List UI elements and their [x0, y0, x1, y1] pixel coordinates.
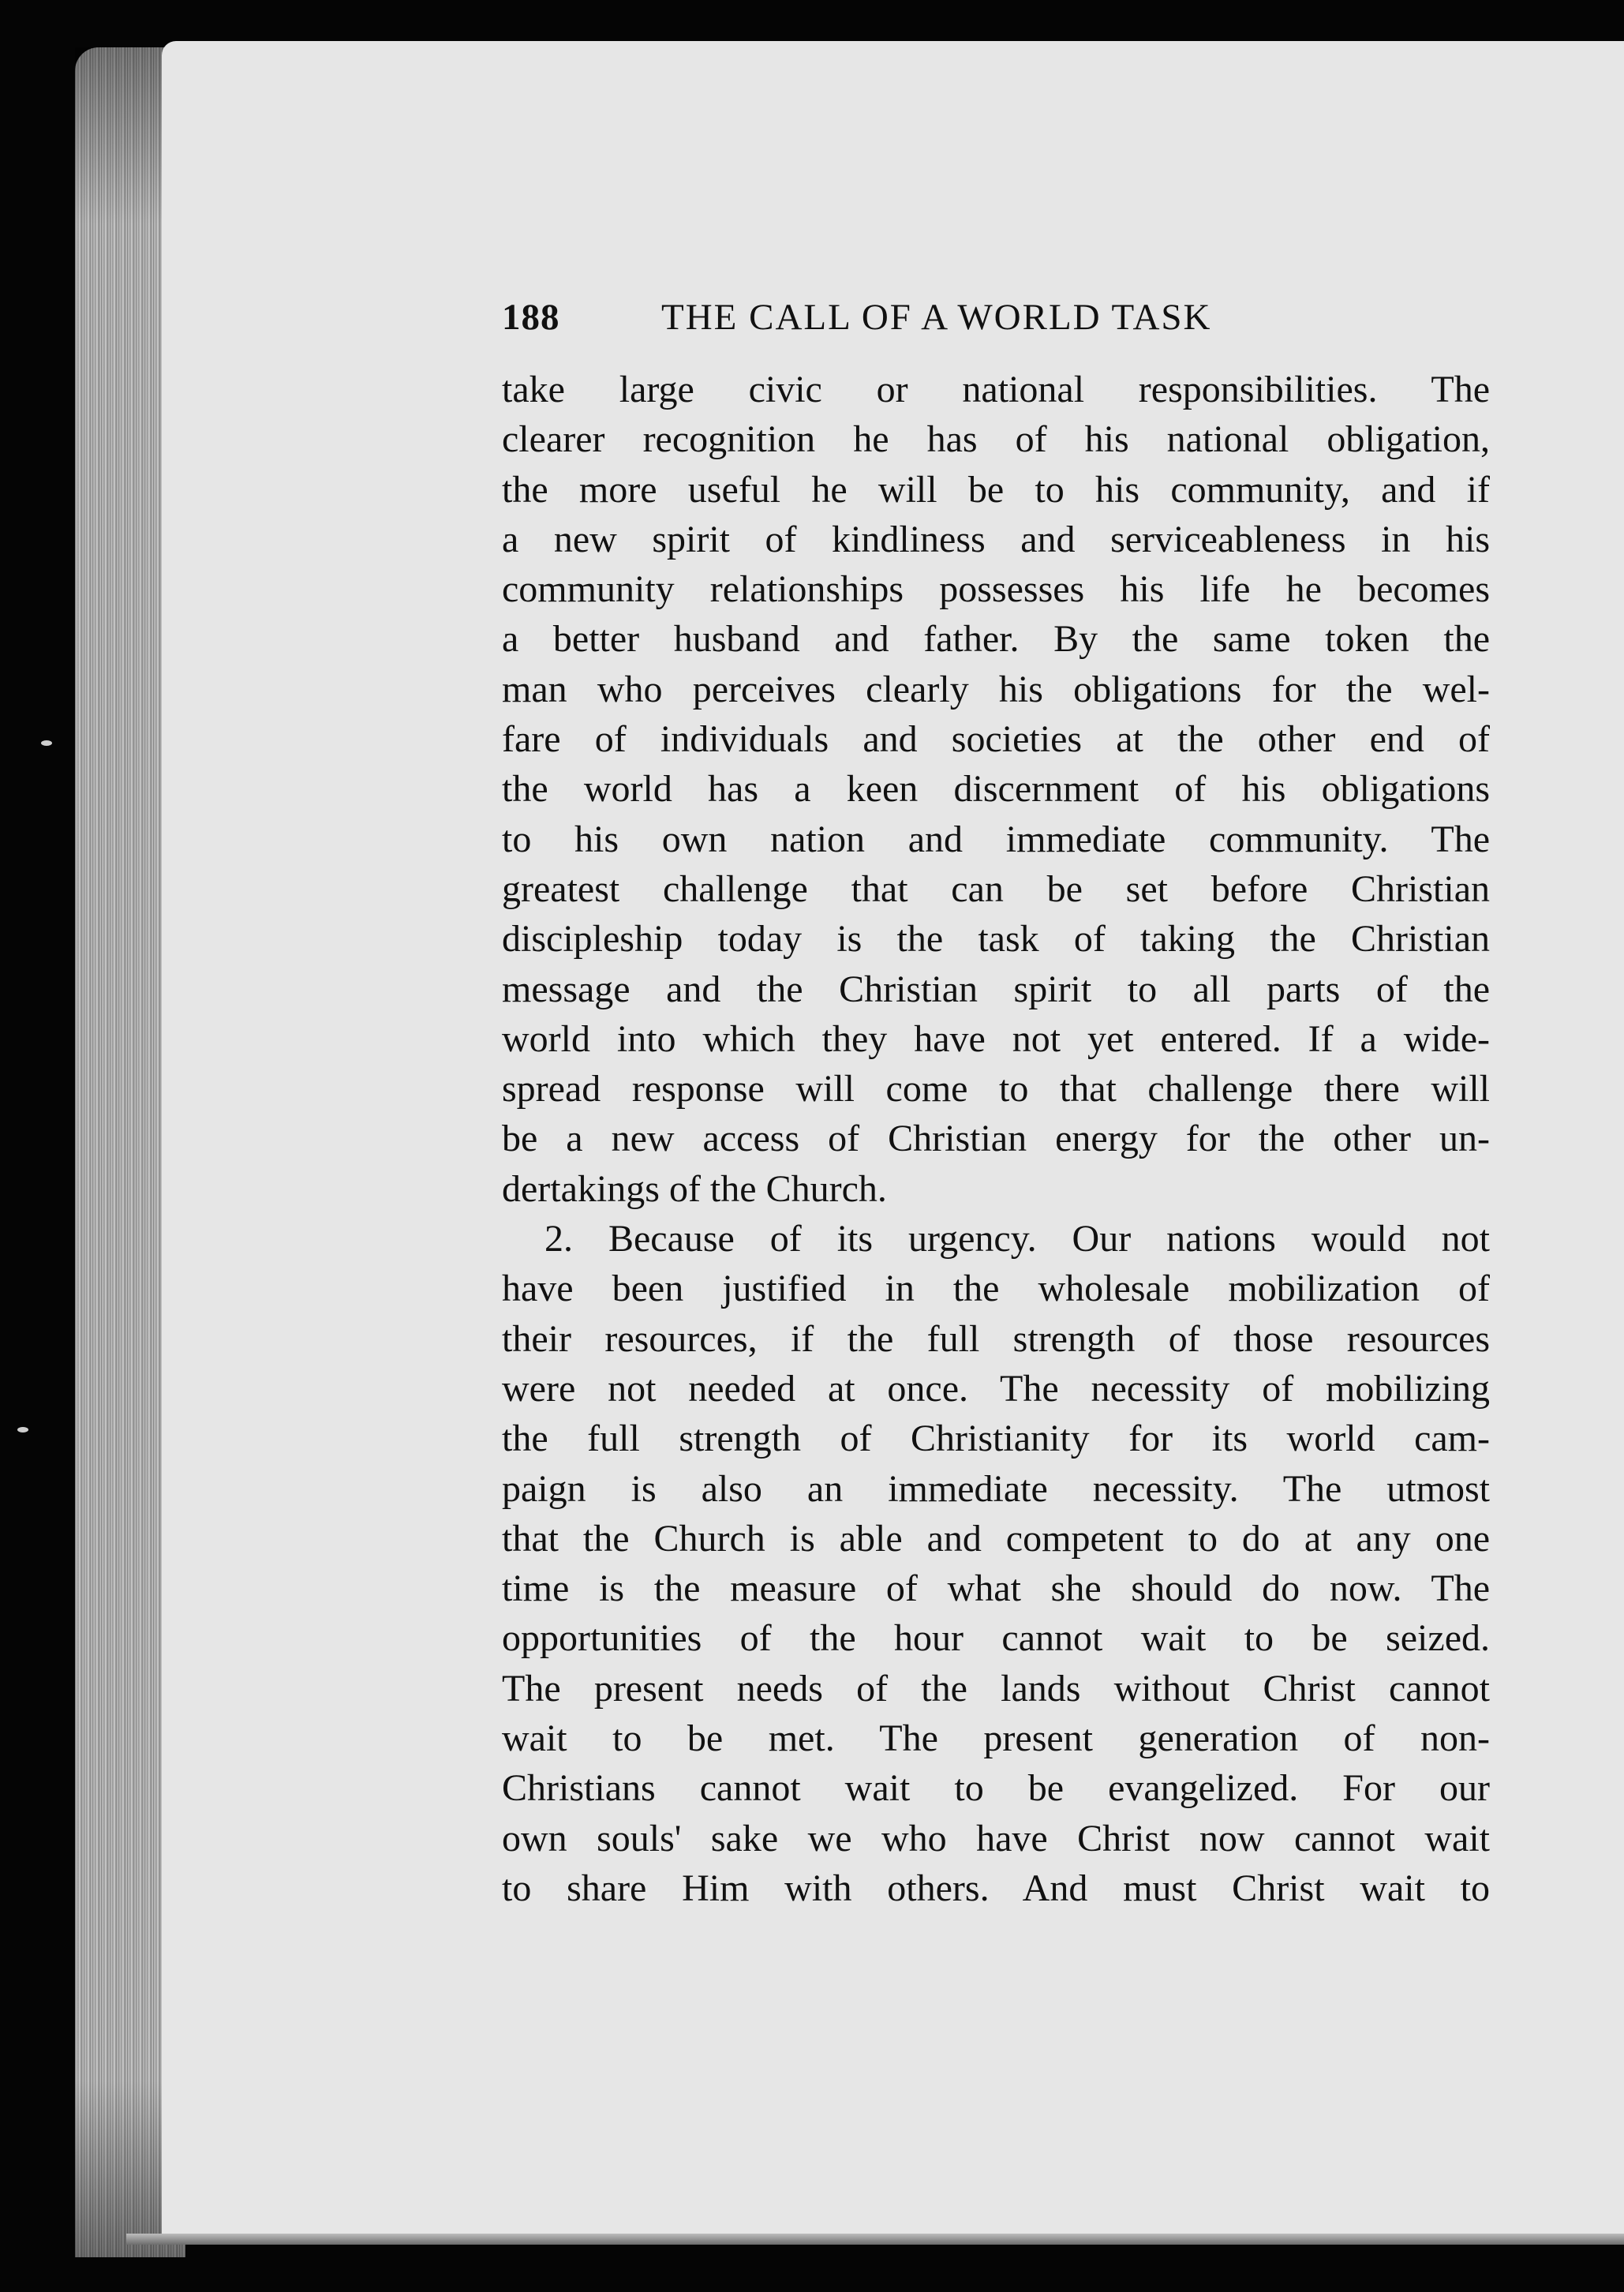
text-line: greatest challenge that can be set before Christian: [502, 867, 1490, 910]
text-line: have been justified in the wholesale mobilization of: [502, 1268, 1490, 1310]
text-line: community relationships possesses his life he becomes: [502, 568, 1490, 611]
text-line: own souls' sake we who have Christ now cannot wait: [502, 1817, 1490, 1859]
text-line: that the Church is able and competent to do at any one: [502, 1517, 1490, 1560]
text-line: the more useful he will be to his community, and if: [502, 468, 1490, 511]
book-bottom-edge: [126, 2234, 1624, 2245]
text-line: 2. Because of its urgency. Our nations would not: [544, 1218, 1490, 1260]
text-line: message and the Christian spirit to all parts of the: [502, 968, 1490, 1010]
text-line: man who perceives clearly his obligations for the wel-: [502, 668, 1490, 710]
page-number: 188: [502, 297, 560, 338]
scan-speck: [17, 1427, 28, 1432]
text-line: Christians cannot wait to be evangelized. For our: [502, 1767, 1490, 1810]
text-line: dertakings of the Church.: [502, 1167, 887, 1210]
text-line: the world has a keen discernment of his obligations: [502, 768, 1490, 811]
text-line: take large civic or national responsibilities. The: [502, 369, 1490, 410]
text-line: The present needs of the lands without Christ cannot: [502, 1667, 1490, 1710]
text-line: discipleship today is the task of taking the Christian: [502, 918, 1490, 961]
running-header: [502, 296, 1496, 343]
text-line: time is the measure of what she should do now. The: [502, 1567, 1490, 1610]
text-line: to share Him with others. And must Christ wait to: [502, 1867, 1490, 1909]
text-line: the full strength of Christianity for its world cam-: [502, 1418, 1490, 1460]
text-line: wait to be met. The present generation of non-: [502, 1717, 1490, 1760]
text-line: a better husband and father. By the same token the: [502, 618, 1490, 661]
text-line: their resources, if the full strength of those resources: [502, 1317, 1490, 1360]
body-text: [502, 365, 1490, 1913]
text-line: world into which they have not yet entered. If a wide-: [502, 1017, 1490, 1060]
text-line: spread response will come to that challenge there will: [502, 1068, 1490, 1110]
text-line: a new spirit of kindliness and serviceableness in his: [502, 518, 1490, 560]
text-line: be a new access of Christian energy for the other un-: [502, 1118, 1490, 1160]
text-line: were not needed at once. The necessity of mobilizing: [502, 1367, 1490, 1410]
text-line: fare of individuals and societies at the other end of: [502, 718, 1490, 761]
running-title: THE CALL OF A WORLD TASK: [661, 297, 1212, 338]
text-line: paign is also an immediate necessity. The utmost: [502, 1467, 1490, 1510]
text-line: opportunities of the hour cannot wait to be seized.: [502, 1617, 1490, 1660]
text-line: clearer recognition he has of his national obligation,: [502, 418, 1490, 461]
text-line: to his own nation and immediate community. The: [502, 818, 1490, 860]
scan-speck: [41, 740, 52, 746]
